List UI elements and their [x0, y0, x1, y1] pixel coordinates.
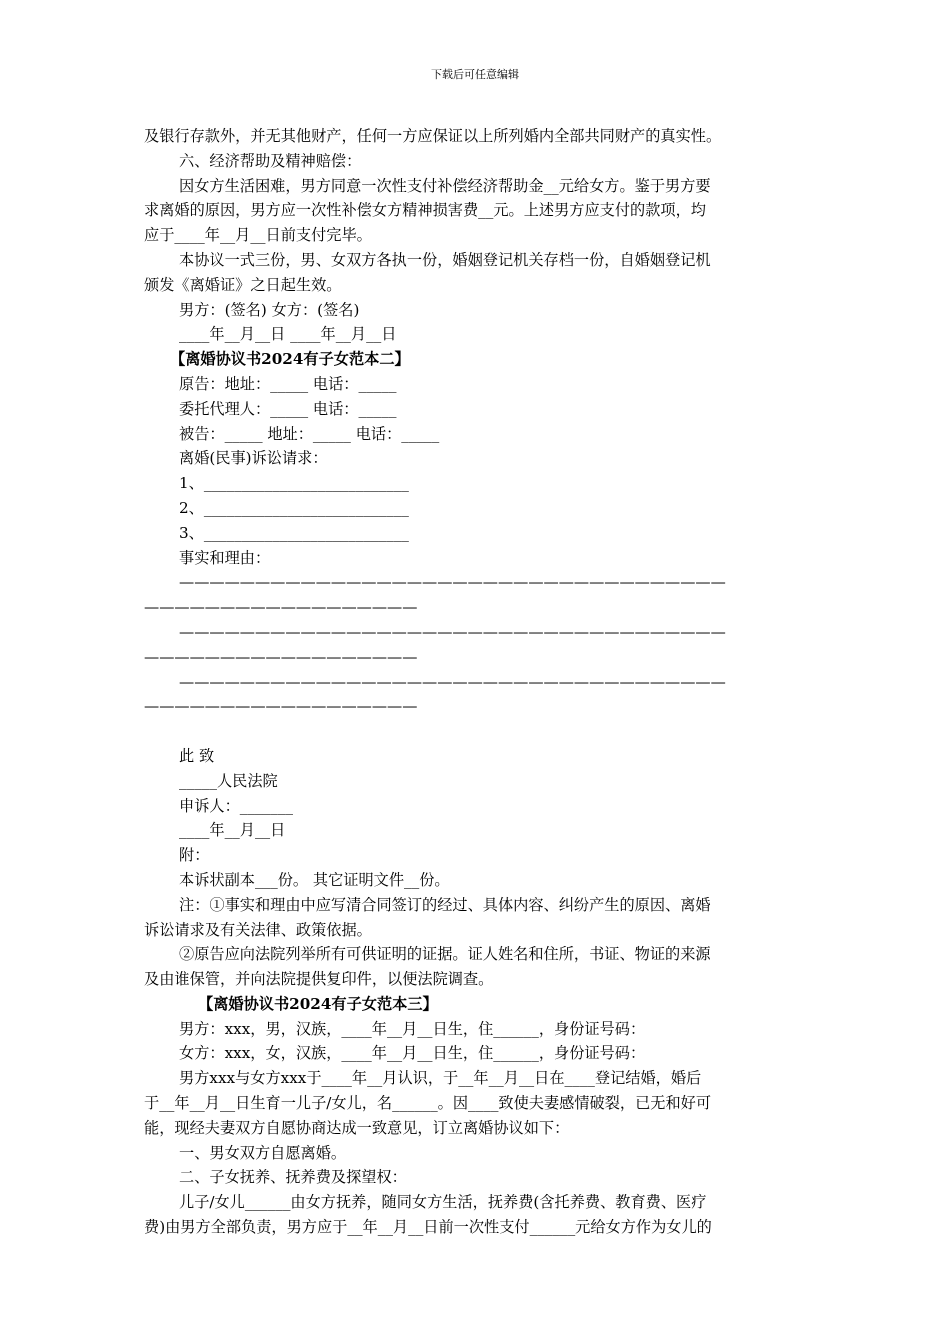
paragraph-line: 二、子女抚养、抚养费及探望权： — [179, 1168, 407, 1187]
paragraph-line: 附： — [179, 846, 210, 865]
paragraph-line: 应于____年__月__日前支付完毕。 — [144, 226, 372, 245]
paragraph-line: 委托代理人：_____ 电话：_____ — [179, 399, 397, 418]
paragraph-line: 于__年__月__日生育一儿子/女儿，名______。因____致使夫妻感情破裂，已无和好可 — [144, 1094, 712, 1113]
paragraph-line: 儿子/女儿______由女方抚养，随同女方生活，抚养费(含托养费、教育费、医疗 — [179, 1193, 707, 1212]
paragraph-line: 男方：(签名) 女方：(签名) — [179, 300, 360, 319]
dash-fill-line: ———————————————————————————————————— — [179, 573, 726, 592]
paragraph-line: 离婚(民事)诉讼请求： — [179, 449, 328, 468]
paragraph-line: 因女方生活困难，男方同意一次性支付补偿经济帮助金__元给女方。鉴于男方要 — [179, 176, 711, 195]
paragraph-line: 原告：地址：_____ 电话：_____ — [179, 374, 397, 393]
dash-fill-line: —————————————————— — [144, 697, 418, 716]
paragraph-line: 男方xxx与女方xxx于____年__月认识，于__年__月__日在____登记结婚，婚后 — [179, 1069, 702, 1088]
paragraph-line: ____年__月__日 — [179, 821, 286, 840]
paragraph-line: 六、经济帮助及精神赔偿： — [179, 151, 362, 170]
blank-line — [144, 719, 806, 744]
paragraph-line: 申诉人：_______ — [179, 796, 293, 815]
page-header: 下载后可任意编辑 — [431, 68, 519, 81]
paragraph-line: 本协议一式三份，男、女双方各执一份，婚姻登记机关存档一份，自婚姻登记机 — [179, 250, 711, 269]
dash-fill-line: ———————————————————————————————————— — [179, 672, 726, 691]
paragraph-line: 费)由男方全部负责，男方应于__年__月__日前一次性支付______元给女方作为女儿的 — [144, 1218, 712, 1237]
paragraph-line: 此 致 — [179, 746, 215, 765]
section-heading: 【离婚协议书2024有子女范本三】 — [198, 994, 438, 1013]
paragraph-line: _____人民法院 — [179, 771, 278, 790]
paragraph-line: 求离婚的原因，男方应一次性补偿女方精神损害费__元。上述男方应支付的款项，均 — [144, 201, 706, 220]
paragraph-line: 男方：xxx，男，汉族，____年__月__日生，住______，身份证号码： — [179, 1019, 646, 1038]
paragraph-line: ____年__月__日 ____年__月__日 — [179, 325, 397, 344]
dash-fill-line: ———————————————————————————————————— — [179, 622, 726, 641]
paragraph-line: 注：①事实和理由中应写清合同签订的经过、具体内容、纠纷产生的原因、离婚 — [179, 895, 711, 914]
paragraph-line: 事实和理由： — [179, 548, 271, 567]
paragraph-line: 本诉状副本___份。 其它证明文件__份。 — [179, 870, 450, 889]
dash-fill-line: —————————————————— — [144, 647, 418, 666]
document-body — [144, 124, 806, 1240]
paragraph-line: ②原告应向法院列举所有可供证明的证据。证人姓名和住所，书证、物证的来源 — [179, 945, 711, 964]
section-heading: 【离婚协议书2024有子女范本二】 — [170, 350, 410, 369]
dash-fill-line: —————————————————— — [144, 598, 418, 617]
paragraph-line: 能，现经夫妻双方自愿协商达成一致意见，订立离婚协议如下： — [144, 1118, 570, 1137]
paragraph-line: 女方：xxx，女，汉族，____年__月__日生，住______，身份证号码： — [179, 1044, 646, 1063]
paragraph-line: 颁发《离婚证》之日起生效。 — [144, 275, 342, 294]
paragraph-line: 诉讼请求及有关法律、政策依据。 — [144, 920, 372, 939]
paragraph-line: 一、男女双方自愿离婚。 — [179, 1143, 347, 1162]
paragraph-line: 2、___________________________ — [179, 498, 409, 517]
paragraph-line: 及由谁保管，并向法院提供复印件，以便法院调查。 — [144, 970, 494, 989]
paragraph-line: 1、___________________________ — [179, 474, 409, 493]
paragraph-line: 被告：_____ 地址：_____ 电话：_____ — [179, 424, 440, 443]
paragraph-line: 3、___________________________ — [179, 523, 409, 542]
paragraph-line: 及银行存款外，并无其他财产，任何一方应保证以上所列婚内全部共同财产的真实性。 — [144, 127, 722, 145]
